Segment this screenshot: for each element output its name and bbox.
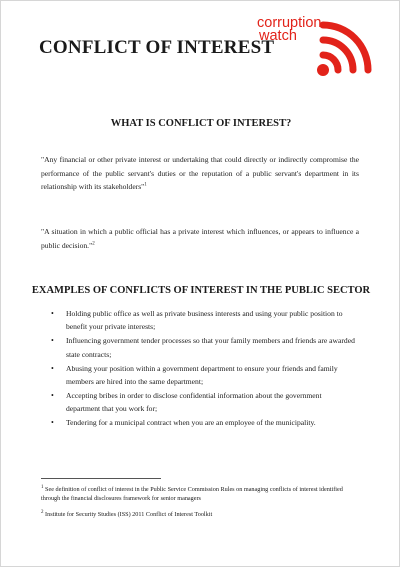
list-item-text: Accepting bribes in order to disclose confidential information about the government department that you work for;: [66, 390, 322, 414]
list-item: [51, 307, 357, 334]
footnote-2-marker: 2: [41, 509, 44, 515]
list-item-text: Abusing your position within a government department to ensure your friends and family members are hired into the same department;: [66, 363, 338, 387]
footnote-1-text: See definition of conflict of interest in the Public Service Commission Rules on managing conflicts of interest identified through the financial disclosures framework for senior managers: [41, 486, 343, 503]
broadcast-signal-icon: [301, 15, 377, 85]
definition-quote-2: [41, 225, 359, 252]
list-item-text: Influencing government tender processes so that your family members and friends are awarded state contracts;: [66, 336, 355, 359]
list-item: [51, 334, 357, 361]
footnote-2: [41, 510, 359, 519]
footnote-1: [41, 485, 359, 503]
section-heading-examples: EXAMPLES OF CONFLICTS OF INTEREST IN THE PUBLIC SECTOR: [31, 285, 371, 296]
bullet-icon: •: [51, 336, 54, 346]
list-item-text: Tendering for a municipal contract when you are an employee of the municipality.: [66, 418, 316, 428]
logo-line-1: corruption: [257, 15, 322, 31]
bullet-icon: •: [51, 363, 54, 373]
footnote-ref-2: 2: [92, 240, 95, 246]
list-item: [51, 389, 357, 416]
footnote-1-marker: 1: [41, 484, 44, 490]
definition-quote-1: [41, 153, 359, 194]
bullet-icon: •: [51, 309, 54, 318]
page-title: CONFLICT OF INTEREST: [39, 37, 275, 58]
examples-list: [51, 307, 357, 430]
footnote-ref-1: 1: [144, 182, 147, 188]
list-item: [51, 416, 357, 429]
footnote-divider: [41, 478, 161, 479]
logo-line-2: watch: [259, 28, 297, 44]
corruption-watch-logo: [257, 15, 377, 85]
section-heading-definition: WHAT IS CONFLICT OF INTEREST?: [110, 118, 292, 129]
list-item-text: Holding public office as well as private business interests and using your public position to benefit your private interests;: [66, 309, 343, 332]
bullet-icon: •: [51, 390, 54, 400]
quote-2-text: "A situation in which a public official has a private interest which influences, or appears to influence a public decision.": [41, 227, 359, 250]
list-item: [51, 362, 357, 389]
bullet-icon: •: [51, 418, 54, 428]
quote-1-text: "Any financial or other private interest or undertaking that could directly or indirectly compromise the performance of the public servant's duties or the reputation of a public servant's department in its relationship with its stakeholders": [41, 155, 359, 191]
footnote-2-text: Institute for Security Studies (ISS) 2011 Conflict of Interest Toolkit: [45, 511, 213, 518]
